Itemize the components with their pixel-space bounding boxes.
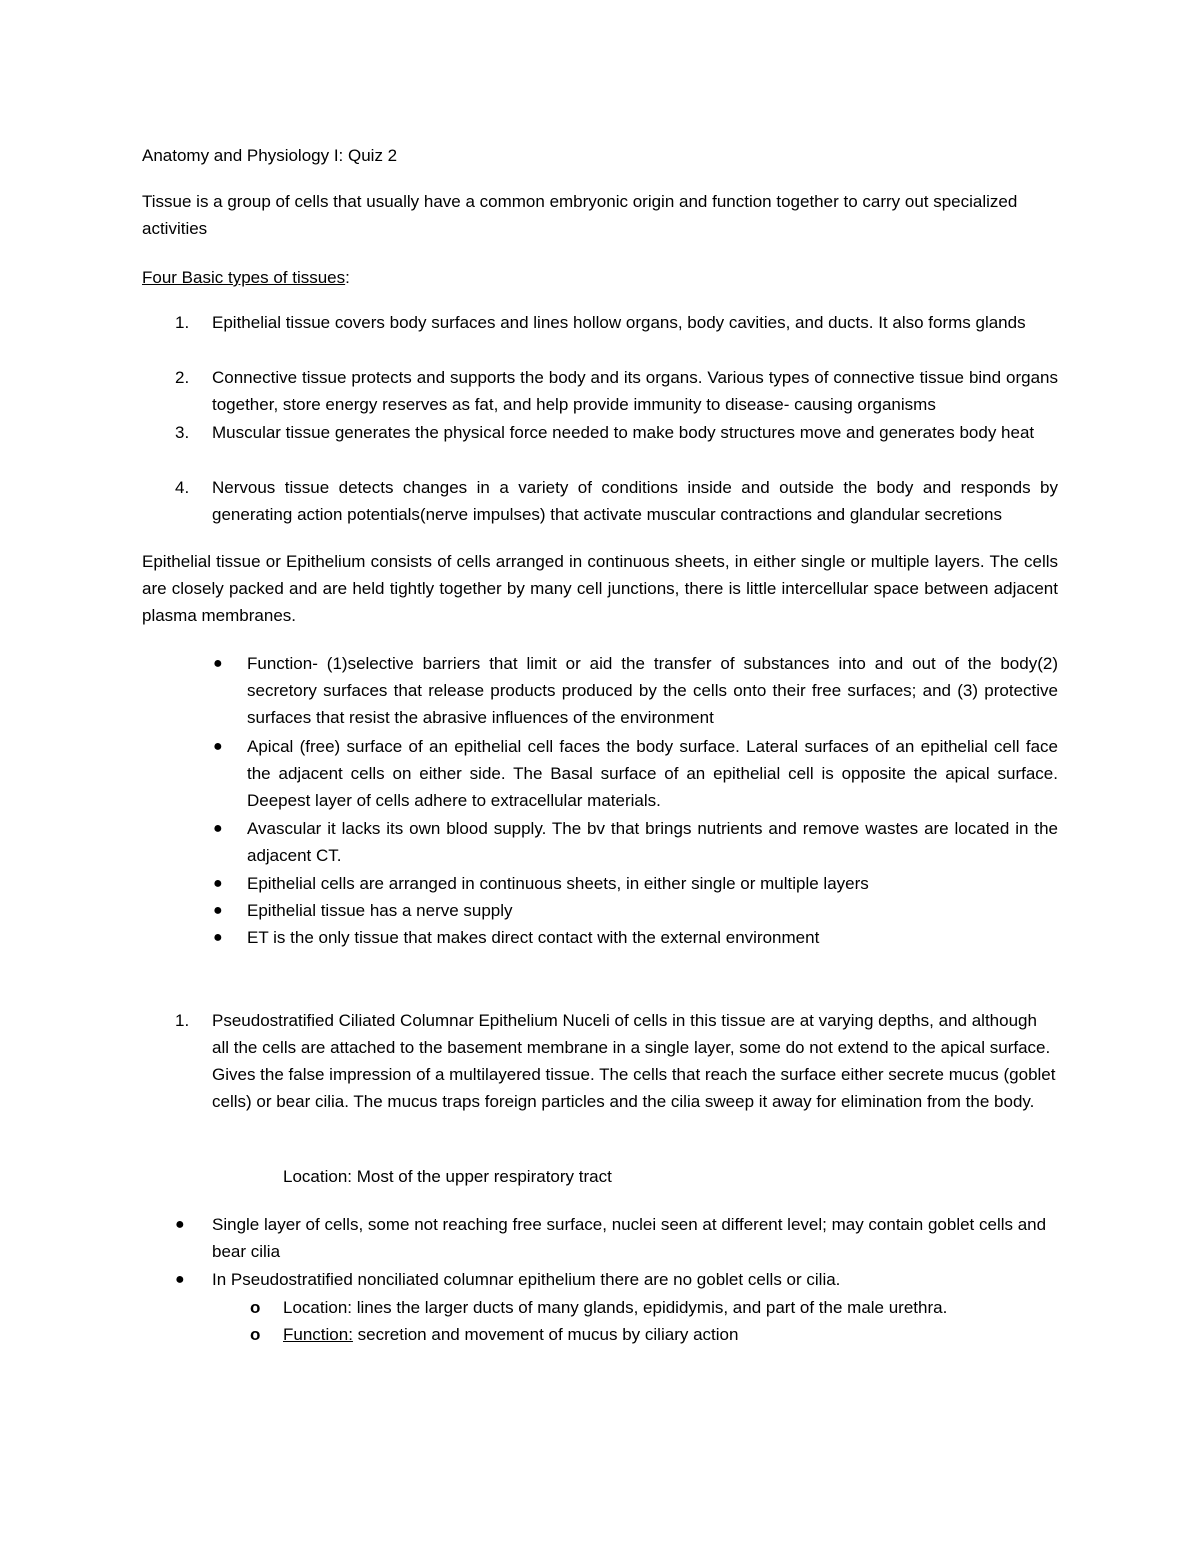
sub-bullet-icon: o	[250, 1325, 261, 1344]
list-item-epithelial: Epithelial tissue covers body surfaces and lines hollow organs, body cavities, and ducts. It also forms glands	[212, 313, 1026, 332]
list-number: 1.	[175, 1011, 190, 1030]
bullet-icon: ●	[213, 738, 223, 755]
bullet-item-nerve: Epithelial tissue has a nerve supply	[247, 901, 513, 920]
bullet-icon: ●	[213, 655, 223, 672]
function-text: secretion and movement of mucus by ciliary action	[352, 1325, 739, 1344]
list-number: 3.	[175, 423, 190, 442]
function-label: Function:	[283, 1325, 353, 1344]
bullet-item-avascular: Avascular it lacks its own blood supply. The bv that brings nutrients and remove wastes are located in the adjacent CT.	[247, 819, 1058, 865]
list-number: 4.	[175, 478, 190, 497]
types-heading	[142, 267, 350, 289]
bullet-icon: ●	[175, 1216, 185, 1233]
list-item-muscular: Muscular tissue generates the physical force needed to make body structures move and generates body heat	[212, 423, 1035, 442]
list-number: 2.	[175, 368, 190, 387]
bullet-icon: ●	[213, 929, 223, 946]
bullet-icon: ●	[175, 1271, 185, 1288]
intro-paragraph: Tissue is a group of cells that usually have a common embryonic origin and function together to carry out specialized activities	[142, 192, 1018, 238]
pseudostratified-description: Pseudostratified Ciliated Columnar Epithelium Nuceli of cells in this tissue are at varying depths, and although all the cells are attached to the basement membrane in a single layer, some do not extend to the apical surface. Gives the false impression of a multilayered tissue. The cells that reach the surface either secrete mucus (goblet cells) or bear cilia. The mucus traps foreign particles and the cilia sweep it away for elimination from the body.	[212, 1011, 1056, 1111]
pseudostratified-location: Location: Most of the upper respiratory tract	[283, 1167, 612, 1186]
types-heading-colon: :	[345, 268, 350, 287]
bullet-icon: ●	[213, 820, 223, 837]
sub-bullet-location: Location: lines the larger ducts of many glands, epididymis, and part of the male urethra.	[283, 1298, 948, 1317]
epithelium-paragraph: Epithelial tissue or Epithelium consists of cells arranged in continuous sheets, in either single or multiple layers. The cells are closely packed and are held tightly together by many cell junctions, there is little intercellular space between adjacent plasma membranes.	[142, 552, 1058, 625]
bullet-item-apical: Apical (free) surface of an epithelial cell faces the body surface. Lateral surfaces of an epithelial cell face the adjacent cells on either side. The Basal surface of an epithelial cell is opposite the apical surface. Deepest layer of cells adhere to extracellular materials.	[247, 737, 1058, 810]
list-number: 1.	[175, 313, 190, 332]
bullet-icon: ●	[213, 875, 223, 892]
bullet-item-single-layer: Single layer of cells, some not reaching free surface, nuclei seen at different level; may contain goblet cells and bear cilia	[212, 1215, 1047, 1261]
sub-bullet-function	[283, 1321, 1058, 1348]
bullet-item-sheets: Epithelial cells are arranged in continuous sheets, in either single or multiple layers	[247, 874, 869, 893]
bullet-icon: ●	[213, 902, 223, 919]
list-item-nervous: Nervous tissue detects changes in a variety of conditions inside and outside the body and responds by generating action potentials(nerve impulses) that activate muscular contractions and glandular secretions	[212, 478, 1058, 524]
bullet-item-external: ET is the only tissue that makes direct contact with the external environment	[247, 928, 820, 947]
document-title: Anatomy and Physiology I: Quiz 2	[142, 146, 398, 165]
list-item-connective: Connective tissue protects and supports the body and its organs. Various types of connective tissue bind organs together, store energy reserves as fat, and help provide immunity to disease- causing organisms	[212, 368, 1058, 414]
types-heading-text: Four Basic types of tissues	[142, 268, 346, 287]
sub-bullet-icon: o	[250, 1298, 261, 1317]
bullet-item-function: Function- (1)selective barriers that limit or aid the transfer of substances into and out of the body(2) secretory surfaces that release products produced by the cells onto their free surfaces; and (3) protective surfaces that resist the abrasive influences of the environment	[247, 654, 1058, 727]
bullet-item-nonciliated: In Pseudostratified nonciliated columnar epithelium there are no goblet cells or cilia.	[212, 1270, 841, 1289]
